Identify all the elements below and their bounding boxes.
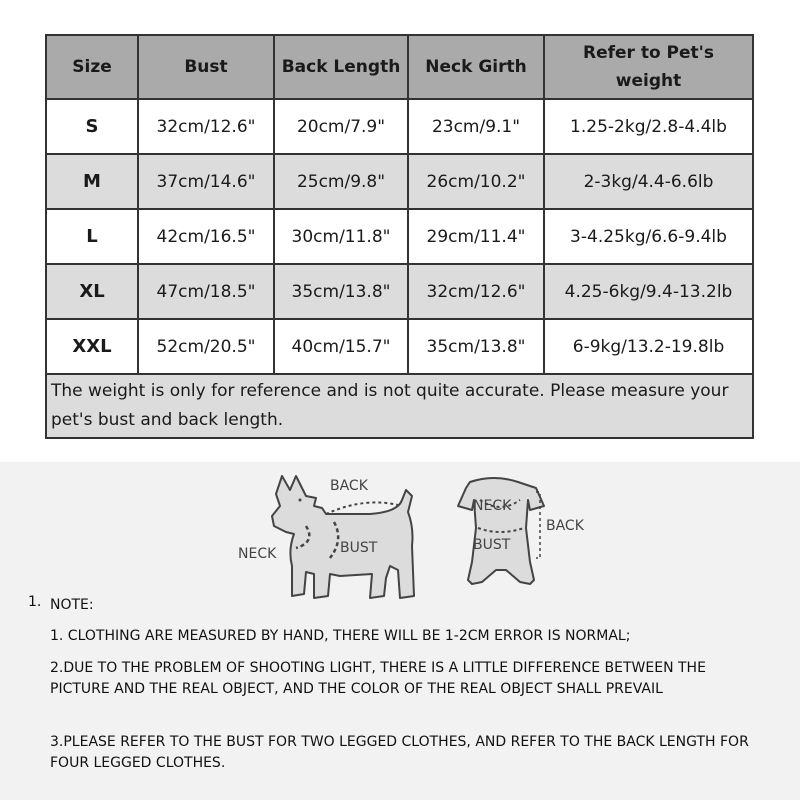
pet-weight-cell: 1.25-2kg/2.8-4.4lb [544, 99, 753, 154]
back-length-cell: 40cm/15.7" [274, 319, 408, 374]
back-length-cell: 20cm/7.9" [274, 99, 408, 154]
garment-bust-label: BUST [473, 537, 511, 553]
garment-neck-label: NECK [473, 498, 512, 514]
size-cell: XL [46, 264, 138, 319]
bust-cell: 42cm/16.5" [138, 209, 274, 264]
pet-weight-cell: 3-4.25kg/6.6-9.4lb [544, 209, 753, 264]
size-cell: S [46, 99, 138, 154]
table-row [46, 264, 753, 319]
header-neck-girth: Neck Girth [408, 35, 544, 99]
dog-neck-label: NECK [238, 546, 277, 562]
measurement-diagram-svg [230, 470, 610, 610]
bust-cell: 37cm/14.6" [138, 154, 274, 209]
garment-back-label: BACK [546, 518, 584, 534]
header-size: Size [46, 35, 138, 99]
size-cell: XXL [46, 319, 138, 374]
neck-girth-cell: 23cm/9.1" [408, 99, 544, 154]
neck-girth-cell: 29cm/11.4" [408, 209, 544, 264]
table-footnote: The weight is only for reference and is not quite accurate. Please measure your pet's bust and back length. [46, 374, 753, 438]
neck-girth-cell: 35cm/13.8" [408, 319, 544, 374]
note-item: 1. CLOTHING ARE MEASURED BY HAND, THERE WILL BE 1-2CM ERROR IS NORMAL; [50, 628, 631, 644]
size-chart-table [45, 34, 754, 439]
garment-silhouette-icon [458, 478, 585, 584]
header-pet-weight: Refer to Pet's weight [544, 35, 753, 99]
dog-bust-label: BUST [340, 540, 378, 556]
header-bust: Bust [138, 35, 274, 99]
note-item: 3.PLEASE REFER TO THE BUST FOR TWO LEGGED CLOTHES, AND REFER TO THE BACK LENGTH FOR FOUR LEGGED CLOTHES. [50, 734, 749, 771]
table-row [46, 209, 753, 264]
back-length-cell: 35cm/13.8" [274, 264, 408, 319]
table-header-row [46, 35, 753, 99]
header-back-length: Back Length [274, 35, 408, 99]
note-item: 2.DUE TO THE PROBLEM OF SHOOTING LIGHT, THERE IS A LITTLE DIFFERENCE BETWEEN THE PICTURE AND THE REAL OBJECT, AND THE COLOR OF THE REAL OBJECT SHALL PREVAIL [50, 660, 706, 697]
back-length-cell: 30cm/11.8" [274, 209, 408, 264]
measurement-diagram [230, 470, 610, 610]
pet-weight-cell: 6-9kg/13.2-19.8lb [544, 319, 753, 374]
neck-girth-cell: 32cm/12.6" [408, 264, 544, 319]
bust-cell: 47cm/18.5" [138, 264, 274, 319]
size-cell: L [46, 209, 138, 264]
back-length-cell: 25cm/9.8" [274, 154, 408, 209]
note-list-number: 1. [28, 594, 42, 610]
footnote-row [46, 374, 753, 438]
pet-weight-cell: 4.25-6kg/9.4-13.2lb [544, 264, 753, 319]
note-title: NOTE: [50, 597, 94, 613]
table-row [46, 319, 753, 374]
size-cell: M [46, 154, 138, 209]
neck-girth-cell: 26cm/10.2" [408, 154, 544, 209]
bust-cell: 52cm/20.5" [138, 319, 274, 374]
pet-weight-cell: 2-3kg/4.4-6.6lb [544, 154, 753, 209]
table-row [46, 99, 753, 154]
dog-back-label: BACK [330, 478, 368, 494]
dog-silhouette-icon [238, 476, 414, 598]
bust-cell: 32cm/12.6" [138, 99, 274, 154]
table-row [46, 154, 753, 209]
